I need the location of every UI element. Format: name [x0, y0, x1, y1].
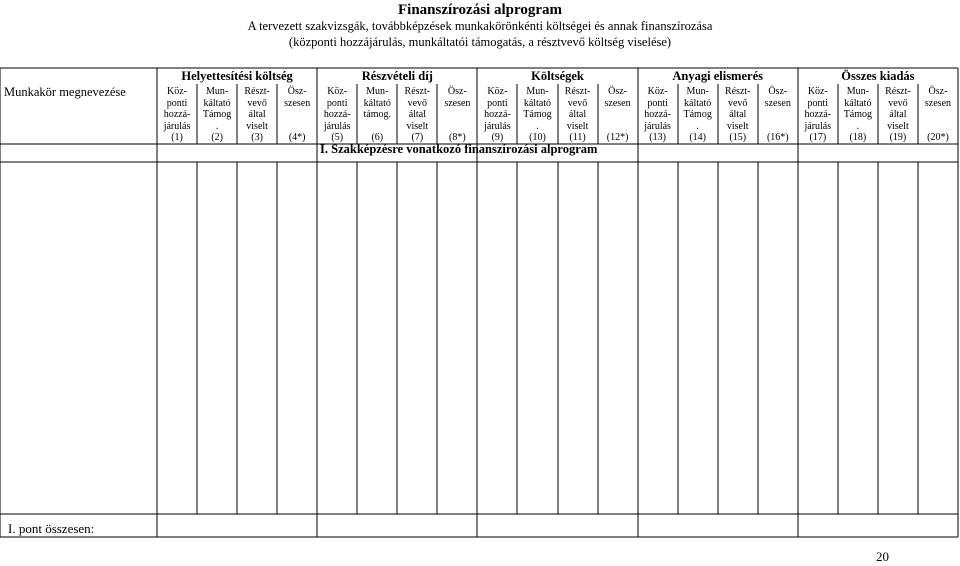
column-header-text: ponti [487, 97, 508, 109]
column-header-text: hozzá- [804, 109, 832, 120]
column-header-text: (9) [491, 132, 504, 143]
column-header-text: által [568, 109, 587, 120]
page-title: Finanszírozási alprogram [397, 2, 563, 18]
column-header-text: Köz- [487, 86, 508, 97]
column-header-text: hozzá- [484, 109, 511, 120]
column-header-text: (13) [649, 132, 666, 143]
column-header-text: viselt [246, 120, 268, 132]
column-header-text: vevő [407, 97, 428, 109]
column-header-text: (16*) [766, 132, 789, 143]
column-header-text: járulás [323, 120, 351, 132]
subtitle-line-2: (központi hozzájárulás, munkáltatói támogatás, a résztvevő költség viselése) [288, 35, 672, 49]
column-header-text: (4*) [288, 132, 306, 143]
column-header-text: (11) [569, 132, 586, 143]
column-header-text: hozzá- [644, 109, 671, 120]
column-header-text: vevő [888, 97, 908, 109]
column-header-text: . [536, 120, 539, 132]
column-header-text: (6) [371, 132, 384, 143]
column-header-text: (15) [729, 132, 747, 143]
column-header-text: (1) [171, 132, 183, 143]
column-header-text: (17) [809, 132, 827, 143]
group-header: Költségek [531, 69, 584, 83]
section-title: I. Szakképzésre vonatkozó finanszírozási alprogram [320, 142, 598, 156]
page-number: 20 [876, 549, 889, 564]
column-header-text: (20*) [927, 132, 949, 143]
column-header-text: Ösz- [608, 86, 628, 97]
column-header-text: Mun- [526, 86, 549, 97]
column-header-text: által [729, 109, 747, 120]
column-header-text: Mun- [366, 86, 389, 97]
column-header-text: Részt- [404, 86, 431, 97]
column-header-text: ponti [326, 97, 348, 109]
column-header-text: járulás [163, 120, 191, 132]
column-header-text: Részt- [244, 86, 270, 97]
column-header-text: Támog [523, 109, 552, 120]
column-header-text: Részt- [564, 86, 591, 97]
column-header-text: Köz- [167, 86, 188, 97]
footer-total-label: I. pont összesen: [8, 521, 95, 536]
column-header-text: Mun- [686, 86, 709, 97]
column-header-text: viselt [726, 120, 749, 132]
column-header-text: hozzá- [323, 109, 351, 120]
column-header-text: (8*) [449, 132, 466, 143]
column-header-text: szesen [284, 97, 311, 109]
column-header-text: . [696, 120, 699, 132]
column-header-text: Mun- [205, 86, 229, 97]
column-header-text: . [215, 120, 219, 132]
column-header-text: által [248, 109, 266, 120]
column-header-text: . [856, 120, 860, 132]
column-header-text: Mun- [846, 86, 869, 97]
subtitle-line-1: A tervezett szakvizsgák, továbbképzések munkakörönkénti költségei és annak finanszírozása [247, 19, 713, 33]
column-header-text: Ösz- [287, 86, 307, 97]
column-header-text: (12*) [606, 132, 629, 143]
column-header-text: (3) [251, 132, 263, 143]
column-header-text: (14) [689, 132, 706, 143]
column-header-text: káltató [203, 97, 231, 109]
column-header-text: (19) [889, 132, 907, 143]
column-header-text: Köz- [647, 86, 668, 97]
column-header-text: káltató [844, 97, 872, 109]
row-header-munkakor: Munkakör megnevezése [4, 85, 126, 99]
group-header: Összes kiadás [841, 69, 915, 83]
column-header-text: által [408, 109, 426, 120]
column-header-text: (18) [849, 132, 867, 143]
column-header-text: Ösz- [447, 86, 467, 97]
column-header-text: vevő [247, 97, 267, 109]
column-header-text: Ösz- [768, 86, 788, 97]
column-header-text: Részt- [885, 86, 911, 97]
column-header-text: járulás [484, 120, 511, 132]
column-header-text: káltató [523, 97, 552, 109]
column-header-text: szesen [444, 97, 471, 109]
column-header-text: Köz- [807, 86, 828, 97]
column-header-text: járulás [804, 120, 832, 132]
column-header-text: Támog [202, 109, 232, 120]
column-header-text: ponti [807, 97, 829, 109]
column-header-text: (7) [411, 132, 424, 143]
column-header-text: szesen [924, 97, 952, 109]
column-header-text: viselt [406, 120, 429, 132]
column-header-text: vevő [567, 97, 588, 109]
column-header-text: (2) [211, 132, 223, 143]
column-header-text: járulás [644, 120, 671, 132]
column-header-text: Támog [683, 109, 712, 120]
column-header-text: vevő [727, 97, 748, 109]
column-header-text: káltató [363, 97, 391, 109]
column-header-text: viselt [566, 120, 589, 132]
column-header-text: Köz- [327, 86, 348, 97]
group-header: Helyettesítési költség [181, 69, 293, 83]
column-header-text: káltató [684, 97, 712, 109]
column-header-text: ponti [166, 97, 188, 109]
column-header-text: Támog [843, 109, 873, 120]
column-header-text: ponti [647, 97, 668, 109]
column-header-text: hozzá- [163, 109, 191, 120]
group-header: Anyagi elismerés [672, 69, 763, 83]
column-header-text: szesen [764, 97, 791, 109]
column-header-text: szesen [604, 97, 631, 109]
column-header-text: viselt [887, 120, 909, 132]
column-header-text: által [889, 109, 907, 120]
column-header-text: Ösz- [928, 86, 948, 97]
column-header-text: (5) [331, 132, 344, 143]
group-header: Részvételi díj [361, 69, 433, 83]
column-header-text: (10) [529, 132, 546, 143]
column-header-text: Részt- [724, 86, 751, 97]
column-header-text: támog. [363, 109, 392, 120]
